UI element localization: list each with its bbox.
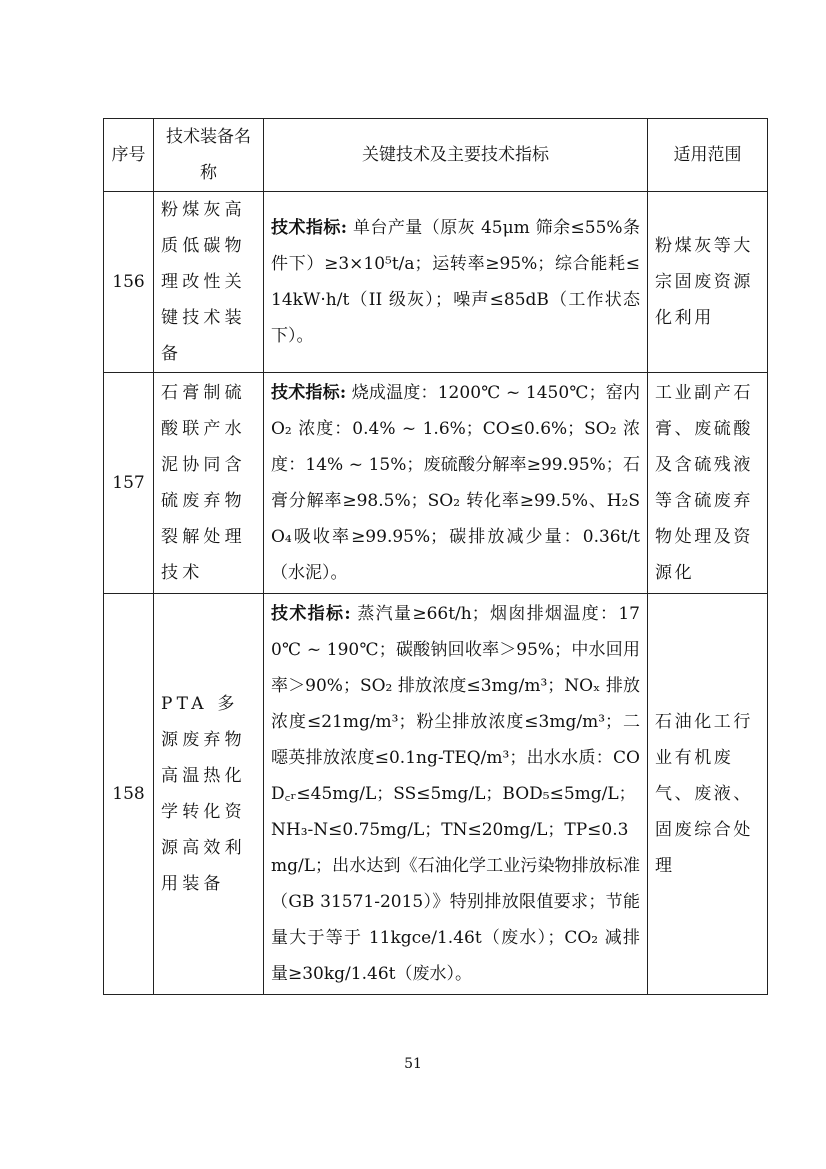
row-scope: 工业副产石膏、废硫酸及含硫残液等含硫废弃物处理及资源化 [648,373,768,594]
row-spec [264,373,648,594]
row-seq: 157 [104,373,154,594]
spec-text: 烧成温度：1200℃ ~ 1450℃；窑内 O₂ 浓度：0.4% ~ 1.6%；CO≤0.6%；SO₂ 浓度：14% ~ 15%；废硫酸分解率≥99.95%；石膏分解率≥98.5%；SO₂ 转化率≥99.5%、H₂SO₄吸收率≥99.95%；碳排放减少量：0.36t/t（水泥）。 [271,383,640,583]
row-scope: 石油化工行业有机废气、废液、固废综合处理 [648,594,768,995]
header-scope: 适用范围 [648,119,768,192]
table-row [104,594,768,995]
technology-table [103,118,768,995]
row-name: 粉煤灰高质低碳物理改性关键技术装备 [154,192,264,373]
spec-text: 单台产量（原灰 45μm 筛余≤55%条件下）≥3×10⁵t/a；运转率≥95%；综合能耗≤14kW·h/t（II 级灰）；噪声≤85dB（工作状态下）。 [271,218,641,346]
page-number: 51 [404,1056,422,1072]
row-scope: 粉煤灰等大宗固废资源化利用 [648,192,768,373]
row-spec [264,192,648,373]
row-spec [264,594,648,995]
header-seq: 序号 [104,119,154,192]
header-spec: 关键技术及主要技术指标 [264,119,648,192]
table-row [104,373,768,594]
row-name: 石膏制硫酸联产水泥协同含硫废弃物裂解处理技术 [154,373,264,594]
spec-label: 技术指标: [271,383,347,403]
spec-text: 蒸汽量≥66t/h；烟囱排烟温度：170℃ ~ 190℃；碳酸钠回收率＞95%；中水回用率＞90%；SO₂ 排放浓度≤3mg/m³；NOₓ 排放浓度≤21mg/m³；粉尘排放浓度≤3mg/m³；二噁英排放浓度≤0.1ng-TEQ/m³；出水水质：COD꜀ᵣ≤45mg/L；SS≤5mg/L；BOD₅≤5mg/L；NH₃-N≤0.75mg/L；TN≤20mg/L；TP≤0.3mg/L；出水达到《石油化学工业污染物排放标准（GB 31571-2015）》特别排放限值要求；节能量大于等于 11kgce/1.46t（废水）；CO₂ 减排量≥30kg/1.46t（废水）。 [271,604,641,984]
table-header-row [104,119,768,192]
spec-label: 技术指标: [271,218,348,238]
row-seq: 156 [104,192,154,373]
spec-label: 技术指标: [271,604,351,624]
row-name: PTA 多源废弃物高温热化学转化资源高效利用装备 [154,594,264,995]
row-seq: 158 [104,594,154,995]
table-row [104,192,768,373]
header-name: 技术装备名称 [154,119,264,192]
